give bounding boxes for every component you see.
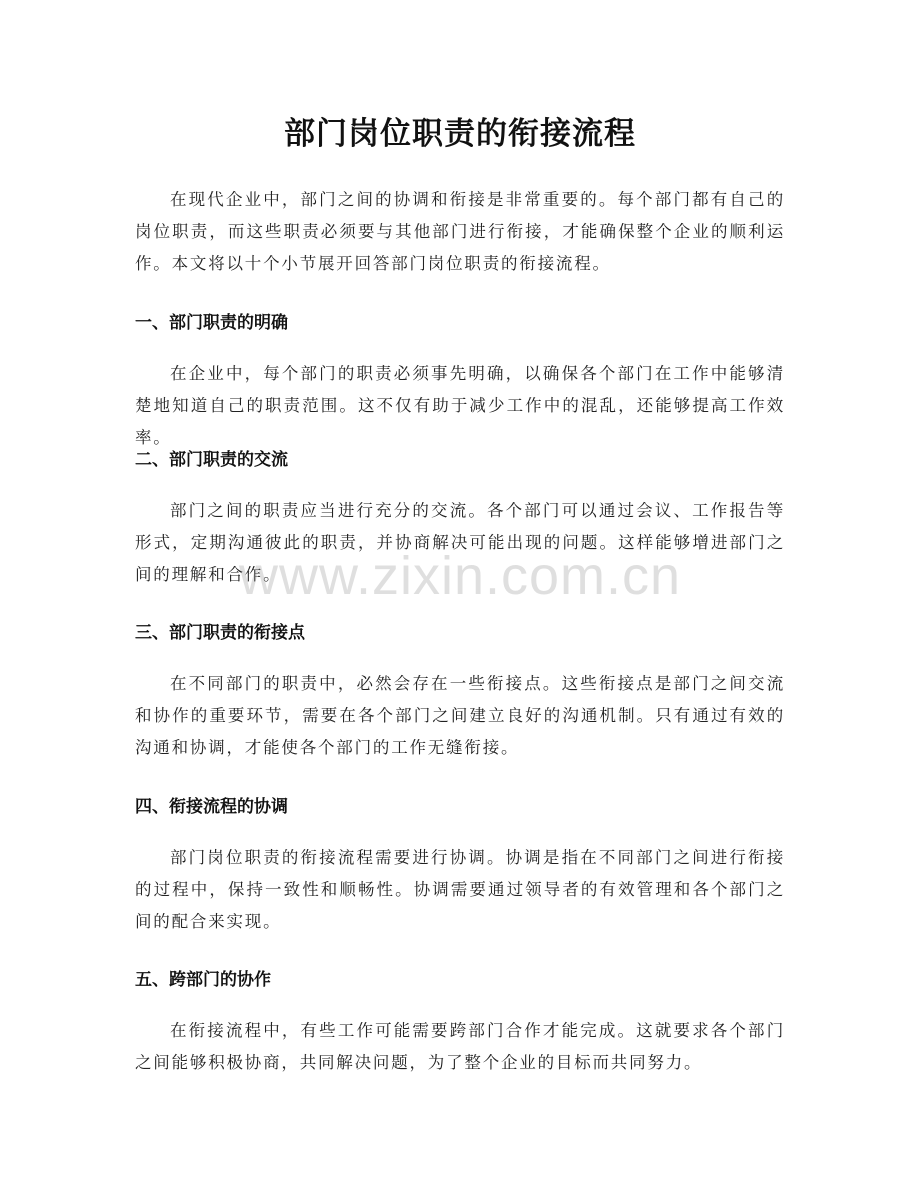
- section-body-5: 在衔接流程中，有些工作可能需要跨部门合作才能完成。这就要求各个部门之间能够积极协商，共同解决问题，为了整个企业的目标而共同努力。: [135, 1021, 785, 1072]
- section-body-3: 在不同部门的职责中，必然会存在一些衔接点。这些衔接点是部门之间交流和协作的重要环节，需要在各个部门之间建立良好的沟通机制。只有通过有效的沟通和协调，才能使各个部门的工作无缝衔接。: [135, 674, 785, 757]
- watermark: www.zixin.com.cn: [238, 546, 682, 606]
- intro-paragraph: 在现代企业中，部门之间的协调和衔接是非常重要的。每个部门都有自己的岗位职责，而这些职责必须要与其他部门进行衔接，才能确保整个企业的顺利运作。本文将以十个小节展开回答部门岗位职责的衔接流程。: [135, 190, 785, 273]
- section-body-4: 部门岗位职责的衔接流程需要进行协调。协调是指在不同部门之间进行衔接的过程中，保持一致性和顺畅性。协调需要通过领导者的有效管理和各个部门之间的配合来实现。: [135, 848, 785, 931]
- section-heading-5: 五、跨部门的协作: [135, 970, 271, 990]
- section-heading-1: 一、部门职责的明确: [135, 313, 288, 333]
- section-body-1: 在企业中，每个部门的职责必须事先明确，以确保各个部门在工作中能够清楚地知道自己的职责范围。这不仅有助于减少工作中的混乱，还能够提高工作效率。: [135, 364, 785, 447]
- section-heading-3: 三、部门职责的衔接点: [135, 623, 305, 643]
- section-heading-4: 四、衔接流程的协调: [135, 797, 288, 817]
- section-body-2: 部门之间的职责应当进行充分的交流。各个部门可以通过会议、工作报告等形式，定期沟通彼此的职责，并协商解决可能出现的问题。这样能够增进部门之间的理解和合作。: [135, 501, 785, 584]
- section-heading-2: 二、部门职责的交流: [135, 450, 288, 470]
- document-title: 部门岗位职责的衔接流程: [284, 116, 636, 152]
